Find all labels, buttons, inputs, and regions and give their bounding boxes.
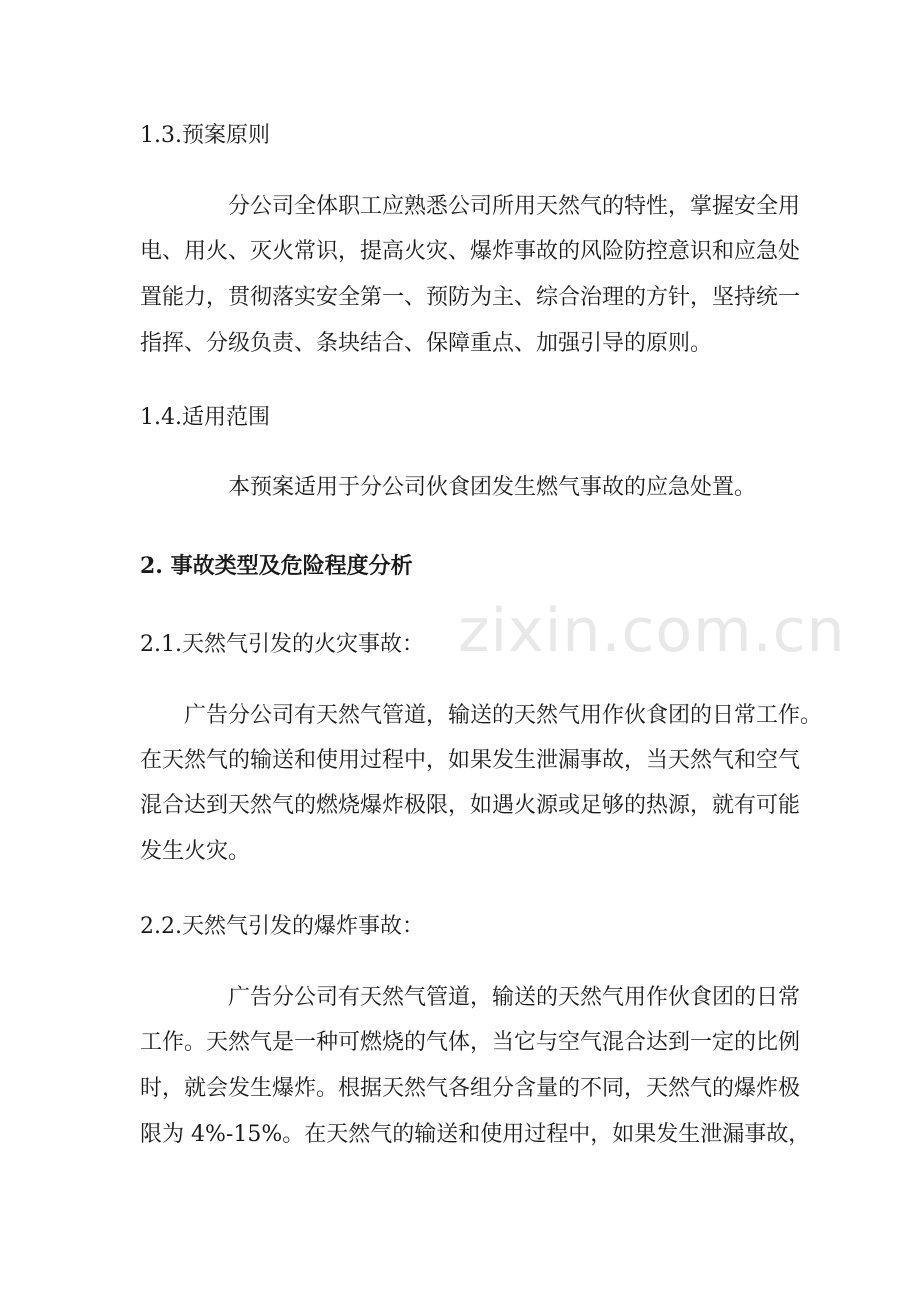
heading-2-2: 2.2.天然气引发的爆炸事故：: [140, 914, 424, 939]
paragraph-line: 广告分公司有天然气管道，输送的天然气用作伙食团的日常工作。: [184, 703, 823, 728]
paragraph-line: 本预案适用于分公司伙食团发生燃气事故的应急处置。: [228, 475, 757, 500]
paragraph-line: 电、用火、灭火常识，提高火灾、爆炸事故的风险防控意识和应急处: [140, 239, 801, 264]
paragraph-line: 置能力，贯彻落实安全第一、预防为主、综合治理的方针，坚持统一: [140, 285, 801, 310]
watermark: zixin.com.cn: [458, 596, 846, 666]
paragraph-line: 时，就会发生爆炸。根据天然气各组分含量的不同，天然气的爆炸极: [140, 1076, 801, 1101]
paragraph-line: 广告分公司有天然气管道，输送的天然气用作伙食团的日常: [228, 985, 801, 1010]
paragraph-line: 限为 4%-15%。在天然气的输送和使用过程中，如果发生泄漏事故，: [140, 1122, 811, 1147]
heading-2: 2. 事故类型及危险程度分析: [140, 553, 413, 579]
paragraph-line: 分公司全体职工应熟悉公司所用天然气的特性，掌握安全用: [228, 194, 801, 219]
heading-1-4: 1.4.适用范围: [140, 405, 270, 430]
paragraph-line: 发生火灾。: [140, 839, 251, 864]
heading-2-1: 2.1.天然气引发的火灾事故：: [140, 632, 424, 657]
heading-1-3: 1.3.预案原则: [140, 123, 270, 148]
paragraph-line: 混合达到天然气的燃烧爆炸极限，如遇火源或足够的热源，就有可能: [140, 793, 801, 818]
paragraph-line: 在天然气的输送和使用过程中，如果发生泄漏事故，当天然气和空气: [140, 748, 801, 773]
paragraph-line: 工作。天然气是一种可燃烧的气体，当它与空气混合达到一定的比例: [140, 1030, 801, 1055]
paragraph-line: 指挥、分级负责、条块结合、保障重点、加强引导的原则。: [140, 331, 713, 356]
